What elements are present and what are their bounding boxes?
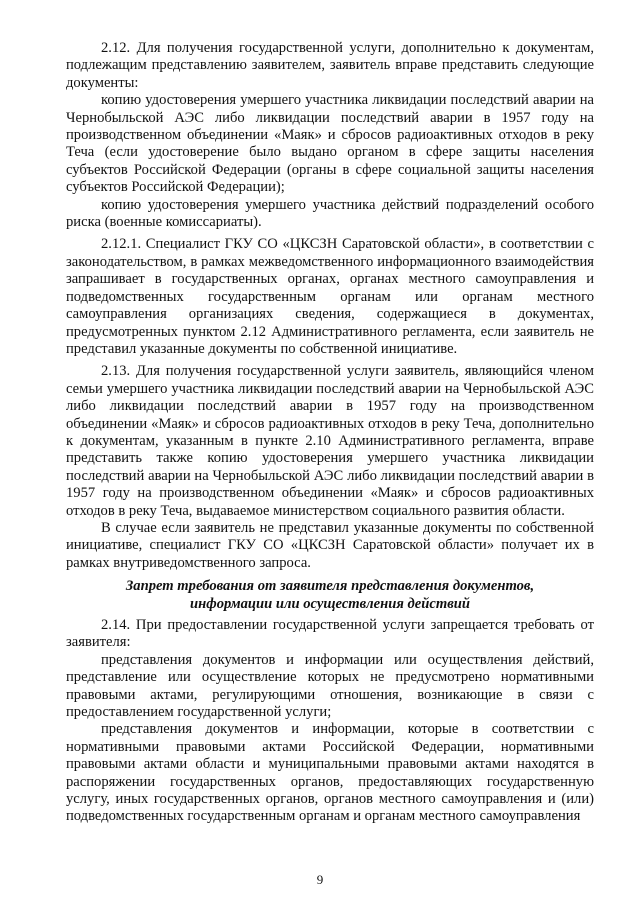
paragraph-2-12-1: 2.12.1. Специалист ГКУ СО «ЦКСЗН Саратовской области», в соответствии с законодательством, в рамках межведомственного информационного взаимодействия запрашивает в государственных органах, органах местного самоуправления и подведомственных государственным органам или органам местного самоуправления организациях сведения, содержащиеся в документах, предусмотренных пунктом 2.12 Административного регламента, если заявитель не представил указанные документы по собственной инициативе. (66, 236, 594, 357)
paragraph-2-13-interdepartmental-request: В случае если заявитель не представил указанные документы по собственной инициативе, специалист ГКУ СО «ЦКСЗН Саратовской области» получает их в рамках внутриведомственного запроса. (66, 519, 594, 571)
paragraph-2-12-item-chernobyl-certificate: копию удостоверения умершего участника ликвидации последствий аварии на Чернобыльской АЭС либо ликвидации последствий аварии в 1957 году на производственном объединении «Маяк» и сбросов радиоактивных отходов в реку Теча (если удостоверение было выдано органом в сфере защиты населения субъектов Российской Федерации (органы в сфере социальной защиты населения субъектов Российской Федерации); (66, 92, 594, 196)
paragraph-2-14-item-unregulated-documents: представления документов и информации или осуществления действий, представление или осуществление которых не предусмотрено нормативными правовыми актами, регулирующими отношения, возникающие в связи с предоставлением государственной услуги; (66, 651, 594, 721)
document-page (66, 40, 594, 826)
section-heading: Запрет требования от заявителя представления документов, информации или осуществления действий (125, 578, 535, 612)
paragraph-2-14: 2.14. При предоставлении государственной услуги запрещается требовать от заявителя: (66, 617, 594, 651)
page-number: 9 (316, 872, 324, 887)
paragraph-2-13: 2.13. Для получения государственной услуги заявитель, являющийся членом семьи умершего участника ликвидации последствий аварии на Чернобыльской АЭС либо ликвидации последствий аварии в 1957 году на производственном объединении «Маяк» и сбросов радиоактивных отходов в реку Теча, дополнительно к документам, указанным в пункте 2.10 Административного регламента, вправе представить также копию удостоверения умершего участника ликвидации последствий аварии на Чернобыльской АЭС либо ликвидации последствий аварии в 1957 году на производственном объединении «Маяк» и сбросов радиоактивных отходов в реку Теча, выдаваемое министерством социального развития области. (66, 363, 594, 519)
paragraph-2-14-item-documents-held-by-agencies: представления документов и информации, которые в соответствии с нормативными правовыми актами Российской Федерации, нормативными правовыми актами области и муниципальными правовыми актами находятся в распоряжении государственных органов, предоставляющих государственную услугу, иных государственных органов, органов местного самоуправления и (или) подведомственных государственным органам и органам местного самоуправления (66, 721, 594, 825)
paragraph-2-12: 2.12. Для получения государственной услуги, дополнительно к документам, подлежащим представлению заявителем, заявитель вправе представить следующие документы: (66, 40, 594, 91)
paragraph-2-12-item-special-risk-certificate: копию удостоверения умершего участника действий подразделений особого риска (военные комиссариаты). (66, 196, 594, 231)
